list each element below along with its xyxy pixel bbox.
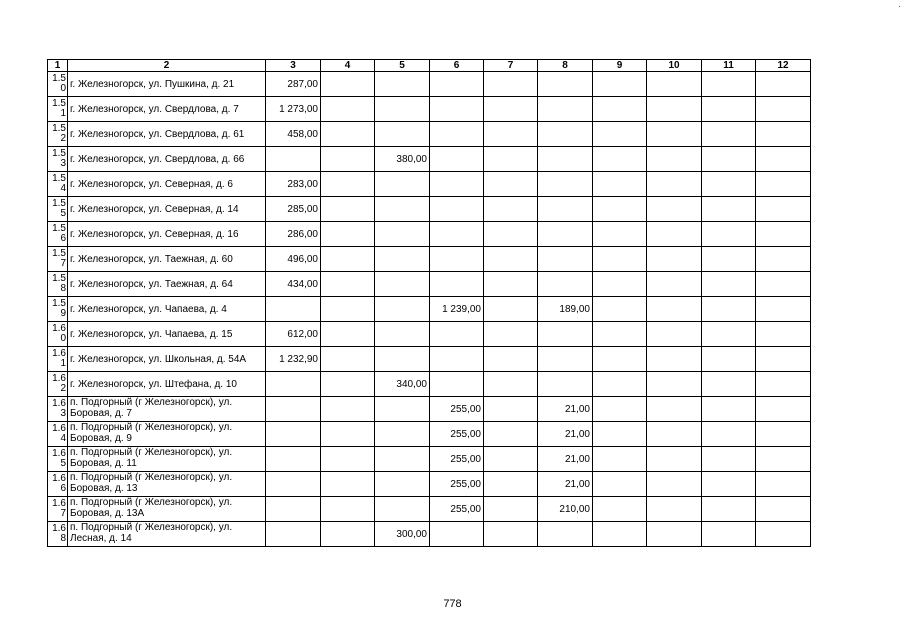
address-cell: п. Подгорный (г Железногорск), ул. Боровая, д. 9 bbox=[68, 422, 266, 447]
value-cell-c6: 255,00 bbox=[430, 497, 484, 522]
value-cell-c12 bbox=[756, 347, 811, 372]
table-row bbox=[48, 122, 811, 147]
value-cell-c12 bbox=[756, 147, 811, 172]
value-cell-c11 bbox=[702, 397, 756, 422]
value-cell-c10 bbox=[647, 522, 702, 547]
value-cell-c4 bbox=[321, 197, 375, 222]
value-cell-c8: 21,00 bbox=[538, 422, 593, 447]
address-cell: п. Подгорный (г Железногорск), ул. Боровая, д. 11 bbox=[68, 447, 266, 472]
row-index: 1.6 3 bbox=[48, 397, 68, 422]
table-row bbox=[48, 497, 811, 522]
value-cell-c9 bbox=[593, 397, 647, 422]
row-index: 1.6 1 bbox=[48, 347, 68, 372]
value-cell-c5 bbox=[375, 347, 430, 372]
value-cell-c11 bbox=[702, 272, 756, 297]
col-header: 12 bbox=[756, 60, 811, 72]
value-cell-c4 bbox=[321, 497, 375, 522]
value-cell-c4 bbox=[321, 372, 375, 397]
value-cell-c11 bbox=[702, 372, 756, 397]
value-cell-c5 bbox=[375, 297, 430, 322]
row-index: 1.5 9 bbox=[48, 297, 68, 322]
corner-mark: · bbox=[898, 2, 901, 11]
value-cell-c8 bbox=[538, 97, 593, 122]
value-cell-c11 bbox=[702, 122, 756, 147]
value-cell-c4 bbox=[321, 472, 375, 497]
value-cell-c11 bbox=[702, 247, 756, 272]
value-cell-c6 bbox=[430, 72, 484, 97]
value-cell-c8 bbox=[538, 247, 593, 272]
value-cell-c12 bbox=[756, 297, 811, 322]
value-cell-c11 bbox=[702, 447, 756, 472]
value-cell-c9 bbox=[593, 172, 647, 197]
table-row bbox=[48, 472, 811, 497]
value-cell-c12 bbox=[756, 72, 811, 97]
value-cell-c11 bbox=[702, 347, 756, 372]
address-cell: г. Железногорск, ул. Северная, д. 16 bbox=[68, 222, 266, 247]
value-cell-c11 bbox=[702, 297, 756, 322]
value-cell-c10 bbox=[647, 372, 702, 397]
value-cell-c6: 255,00 bbox=[430, 397, 484, 422]
value-cell-c11 bbox=[702, 72, 756, 97]
data-table bbox=[47, 59, 811, 547]
row-index: 1.5 6 bbox=[48, 222, 68, 247]
value-cell-c9 bbox=[593, 422, 647, 447]
value-cell-c12 bbox=[756, 322, 811, 347]
col-header: 10 bbox=[647, 60, 702, 72]
value-cell-c3 bbox=[266, 522, 321, 547]
value-cell-c11 bbox=[702, 522, 756, 547]
value-cell-c3: 1 232,90 bbox=[266, 347, 321, 372]
value-cell-c3: 287,00 bbox=[266, 72, 321, 97]
value-cell-c12 bbox=[756, 447, 811, 472]
value-cell-c11 bbox=[702, 322, 756, 347]
value-cell-c10 bbox=[647, 97, 702, 122]
value-cell-c7 bbox=[484, 247, 538, 272]
row-index: 1.6 5 bbox=[48, 447, 68, 472]
row-index: 1.6 7 bbox=[48, 497, 68, 522]
value-cell-c5 bbox=[375, 322, 430, 347]
table-row bbox=[48, 72, 811, 97]
value-cell-c8 bbox=[538, 197, 593, 222]
value-cell-c5 bbox=[375, 272, 430, 297]
row-index: 1.5 7 bbox=[48, 247, 68, 272]
value-cell-c9 bbox=[593, 372, 647, 397]
value-cell-c4 bbox=[321, 247, 375, 272]
value-cell-c6 bbox=[430, 197, 484, 222]
address-cell: г. Железногорск, ул. Штефана, д. 10 bbox=[68, 372, 266, 397]
value-cell-c3 bbox=[266, 397, 321, 422]
address-cell: п. Подгорный (г Железногорск), ул. Лесная, д. 14 bbox=[68, 522, 266, 547]
value-cell-c12 bbox=[756, 472, 811, 497]
value-cell-c8 bbox=[538, 372, 593, 397]
value-cell-c9 bbox=[593, 272, 647, 297]
value-cell-c4 bbox=[321, 122, 375, 147]
value-cell-c6: 255,00 bbox=[430, 472, 484, 497]
table-row bbox=[48, 147, 811, 172]
value-cell-c12 bbox=[756, 422, 811, 447]
address-cell: п. Подгорный (г Железногорск), ул. Боровая, д. 7 bbox=[68, 397, 266, 422]
value-cell-c11 bbox=[702, 222, 756, 247]
table-row bbox=[48, 222, 811, 247]
value-cell-c4 bbox=[321, 97, 375, 122]
value-cell-c10 bbox=[647, 472, 702, 497]
col-header: 1 bbox=[48, 60, 68, 72]
value-cell-c9 bbox=[593, 522, 647, 547]
value-cell-c3: 1 273,00 bbox=[266, 97, 321, 122]
value-cell-c8 bbox=[538, 72, 593, 97]
value-cell-c7 bbox=[484, 422, 538, 447]
value-cell-c3 bbox=[266, 147, 321, 172]
value-cell-c12 bbox=[756, 247, 811, 272]
value-cell-c8: 21,00 bbox=[538, 397, 593, 422]
value-cell-c7 bbox=[484, 472, 538, 497]
value-cell-c7 bbox=[484, 97, 538, 122]
value-cell-c3: 283,00 bbox=[266, 172, 321, 197]
table-row bbox=[48, 272, 811, 297]
value-cell-c3: 496,00 bbox=[266, 247, 321, 272]
value-cell-c12 bbox=[756, 522, 811, 547]
value-cell-c4 bbox=[321, 422, 375, 447]
value-cell-c4 bbox=[321, 272, 375, 297]
col-header: 4 bbox=[321, 60, 375, 72]
value-cell-c8: 21,00 bbox=[538, 472, 593, 497]
value-cell-c10 bbox=[647, 322, 702, 347]
value-cell-c12 bbox=[756, 122, 811, 147]
value-cell-c7 bbox=[484, 172, 538, 197]
value-cell-c12 bbox=[756, 372, 811, 397]
table-row bbox=[48, 197, 811, 222]
value-cell-c5 bbox=[375, 222, 430, 247]
value-cell-c8 bbox=[538, 147, 593, 172]
row-index: 1.6 6 bbox=[48, 472, 68, 497]
row-index: 1.5 5 bbox=[48, 197, 68, 222]
value-cell-c9 bbox=[593, 322, 647, 347]
row-index: 1.5 2 bbox=[48, 122, 68, 147]
address-cell: г. Железногорск, ул. Чапаева, д. 15 bbox=[68, 322, 266, 347]
value-cell-c6 bbox=[430, 372, 484, 397]
value-cell-c9 bbox=[593, 497, 647, 522]
value-cell-c6 bbox=[430, 347, 484, 372]
value-cell-c6 bbox=[430, 322, 484, 347]
value-cell-c3: 612,00 bbox=[266, 322, 321, 347]
col-header: 11 bbox=[702, 60, 756, 72]
value-cell-c8 bbox=[538, 172, 593, 197]
value-cell-c10 bbox=[647, 272, 702, 297]
value-cell-c8: 189,00 bbox=[538, 297, 593, 322]
value-cell-c10 bbox=[647, 172, 702, 197]
value-cell-c12 bbox=[756, 397, 811, 422]
value-cell-c4 bbox=[321, 297, 375, 322]
table-row bbox=[48, 247, 811, 272]
value-cell-c10 bbox=[647, 122, 702, 147]
row-index: 1.5 0 bbox=[48, 72, 68, 97]
table-body bbox=[48, 72, 811, 547]
value-cell-c6 bbox=[430, 247, 484, 272]
col-header: 2 bbox=[68, 60, 266, 72]
value-cell-c4 bbox=[321, 397, 375, 422]
value-cell-c10 bbox=[647, 72, 702, 97]
value-cell-c4 bbox=[321, 222, 375, 247]
address-cell: г. Железногорск, ул. Свердлова, д. 66 bbox=[68, 147, 266, 172]
value-cell-c4 bbox=[321, 322, 375, 347]
col-header: 8 bbox=[538, 60, 593, 72]
value-cell-c8 bbox=[538, 272, 593, 297]
value-cell-c4 bbox=[321, 172, 375, 197]
address-cell: г. Железногорск, ул. Чапаева, д. 4 bbox=[68, 297, 266, 322]
value-cell-c11 bbox=[702, 197, 756, 222]
value-cell-c8: 21,00 bbox=[538, 447, 593, 472]
value-cell-c6 bbox=[430, 97, 484, 122]
value-cell-c9 bbox=[593, 222, 647, 247]
table-row bbox=[48, 297, 811, 322]
value-cell-c4 bbox=[321, 447, 375, 472]
address-cell: г. Железногорск, ул. Северная, д. 6 bbox=[68, 172, 266, 197]
value-cell-c3: 434,00 bbox=[266, 272, 321, 297]
value-cell-c9 bbox=[593, 197, 647, 222]
value-cell-c11 bbox=[702, 97, 756, 122]
col-header: 6 bbox=[430, 60, 484, 72]
value-cell-c7 bbox=[484, 347, 538, 372]
value-cell-c7 bbox=[484, 272, 538, 297]
value-cell-c7 bbox=[484, 322, 538, 347]
value-cell-c4 bbox=[321, 147, 375, 172]
address-cell: г. Железногорск, ул. Пушкина, д. 21 bbox=[68, 72, 266, 97]
value-cell-c10 bbox=[647, 297, 702, 322]
value-cell-c7 bbox=[484, 222, 538, 247]
value-cell-c3: 286,00 bbox=[266, 222, 321, 247]
value-cell-c10 bbox=[647, 447, 702, 472]
value-cell-c10 bbox=[647, 222, 702, 247]
row-index: 1.6 0 bbox=[48, 322, 68, 347]
table-row bbox=[48, 397, 811, 422]
value-cell-c3 bbox=[266, 497, 321, 522]
row-index: 1.5 4 bbox=[48, 172, 68, 197]
value-cell-c6 bbox=[430, 172, 484, 197]
value-cell-c4 bbox=[321, 72, 375, 97]
value-cell-c12 bbox=[756, 222, 811, 247]
value-cell-c6 bbox=[430, 147, 484, 172]
value-cell-c3 bbox=[266, 447, 321, 472]
value-cell-c6: 255,00 bbox=[430, 422, 484, 447]
value-cell-c5: 340,00 bbox=[375, 372, 430, 397]
value-cell-c7 bbox=[484, 297, 538, 322]
page-number: 778 bbox=[443, 598, 462, 610]
value-cell-c5: 380,00 bbox=[375, 147, 430, 172]
table-row bbox=[48, 172, 811, 197]
value-cell-c6 bbox=[430, 222, 484, 247]
value-cell-c11 bbox=[702, 422, 756, 447]
value-cell-c10 bbox=[647, 347, 702, 372]
address-cell: г. Железногорск, ул. Таежная, д. 60 bbox=[68, 247, 266, 272]
row-index: 1.5 8 bbox=[48, 272, 68, 297]
value-cell-c5 bbox=[375, 422, 430, 447]
value-cell-c3 bbox=[266, 297, 321, 322]
value-cell-c8 bbox=[538, 222, 593, 247]
col-header: 9 bbox=[593, 60, 647, 72]
value-cell-c4 bbox=[321, 347, 375, 372]
value-cell-c3 bbox=[266, 472, 321, 497]
value-cell-c5 bbox=[375, 397, 430, 422]
address-cell: г. Железногорск, ул. Свердлова, д. 7 bbox=[68, 97, 266, 122]
value-cell-c10 bbox=[647, 197, 702, 222]
value-cell-c11 bbox=[702, 172, 756, 197]
value-cell-c3 bbox=[266, 422, 321, 447]
value-cell-c5 bbox=[375, 172, 430, 197]
value-cell-c7 bbox=[484, 72, 538, 97]
address-cell: г. Железногорск, ул. Таежная, д. 64 bbox=[68, 272, 266, 297]
value-cell-c9 bbox=[593, 447, 647, 472]
value-cell-c4 bbox=[321, 522, 375, 547]
value-cell-c9 bbox=[593, 472, 647, 497]
value-cell-c11 bbox=[702, 147, 756, 172]
table-row bbox=[48, 322, 811, 347]
col-header: 7 bbox=[484, 60, 538, 72]
value-cell-c8 bbox=[538, 122, 593, 147]
value-cell-c10 bbox=[647, 247, 702, 272]
value-cell-c5 bbox=[375, 72, 430, 97]
address-cell: г. Железногорск, ул. Школьная, д. 54А bbox=[68, 347, 266, 372]
header-row bbox=[48, 60, 811, 72]
value-cell-c12 bbox=[756, 97, 811, 122]
address-cell: п. Подгорный (г Железногорск), ул. Боровая, д. 13А bbox=[68, 497, 266, 522]
address-cell: п. Подгорный (г Железногорск), ул. Боровая, д. 13 bbox=[68, 472, 266, 497]
value-cell-c8 bbox=[538, 347, 593, 372]
value-cell-c11 bbox=[702, 497, 756, 522]
row-index: 1.6 8 bbox=[48, 522, 68, 547]
value-cell-c9 bbox=[593, 97, 647, 122]
table-row bbox=[48, 97, 811, 122]
table-row bbox=[48, 447, 811, 472]
table-row bbox=[48, 422, 811, 447]
value-cell-c3: 285,00 bbox=[266, 197, 321, 222]
value-cell-c12 bbox=[756, 497, 811, 522]
value-cell-c12 bbox=[756, 172, 811, 197]
value-cell-c10 bbox=[647, 397, 702, 422]
value-cell-c6 bbox=[430, 522, 484, 547]
value-cell-c7 bbox=[484, 497, 538, 522]
value-cell-c5 bbox=[375, 122, 430, 147]
value-cell-c8 bbox=[538, 322, 593, 347]
value-cell-c3 bbox=[266, 372, 321, 397]
value-cell-c7 bbox=[484, 397, 538, 422]
value-cell-c10 bbox=[647, 497, 702, 522]
value-cell-c8: 210,00 bbox=[538, 497, 593, 522]
value-cell-c7 bbox=[484, 522, 538, 547]
value-cell-c9 bbox=[593, 72, 647, 97]
value-cell-c12 bbox=[756, 197, 811, 222]
row-index: 1.6 4 bbox=[48, 422, 68, 447]
value-cell-c5 bbox=[375, 497, 430, 522]
value-cell-c9 bbox=[593, 147, 647, 172]
value-cell-c5: 300,00 bbox=[375, 522, 430, 547]
value-cell-c5 bbox=[375, 447, 430, 472]
value-cell-c7 bbox=[484, 447, 538, 472]
value-cell-c12 bbox=[756, 272, 811, 297]
value-cell-c5 bbox=[375, 472, 430, 497]
value-cell-c9 bbox=[593, 347, 647, 372]
value-cell-c6: 255,00 bbox=[430, 447, 484, 472]
table-row bbox=[48, 347, 811, 372]
row-index: 1.6 2 bbox=[48, 372, 68, 397]
value-cell-c10 bbox=[647, 147, 702, 172]
table-row bbox=[48, 522, 811, 547]
value-cell-c7 bbox=[484, 372, 538, 397]
row-index: 1.5 1 bbox=[48, 97, 68, 122]
value-cell-c7 bbox=[484, 122, 538, 147]
value-cell-c5 bbox=[375, 197, 430, 222]
value-cell-c6 bbox=[430, 122, 484, 147]
value-cell-c5 bbox=[375, 97, 430, 122]
address-cell: г. Железногорск, ул. Свердлова, д. 61 bbox=[68, 122, 266, 147]
value-cell-c9 bbox=[593, 297, 647, 322]
row-index: 1.5 3 bbox=[48, 147, 68, 172]
value-cell-c5 bbox=[375, 247, 430, 272]
value-cell-c6: 1 239,00 bbox=[430, 297, 484, 322]
value-cell-c7 bbox=[484, 197, 538, 222]
col-header: 5 bbox=[375, 60, 430, 72]
value-cell-c6 bbox=[430, 272, 484, 297]
table-row bbox=[48, 372, 811, 397]
value-cell-c8 bbox=[538, 522, 593, 547]
value-cell-c3: 458,00 bbox=[266, 122, 321, 147]
value-cell-c9 bbox=[593, 247, 647, 272]
value-cell-c7 bbox=[484, 147, 538, 172]
value-cell-c10 bbox=[647, 422, 702, 447]
address-cell: г. Железногорск, ул. Северная, д. 14 bbox=[68, 197, 266, 222]
value-cell-c9 bbox=[593, 122, 647, 147]
value-cell-c11 bbox=[702, 472, 756, 497]
col-header: 3 bbox=[266, 60, 321, 72]
